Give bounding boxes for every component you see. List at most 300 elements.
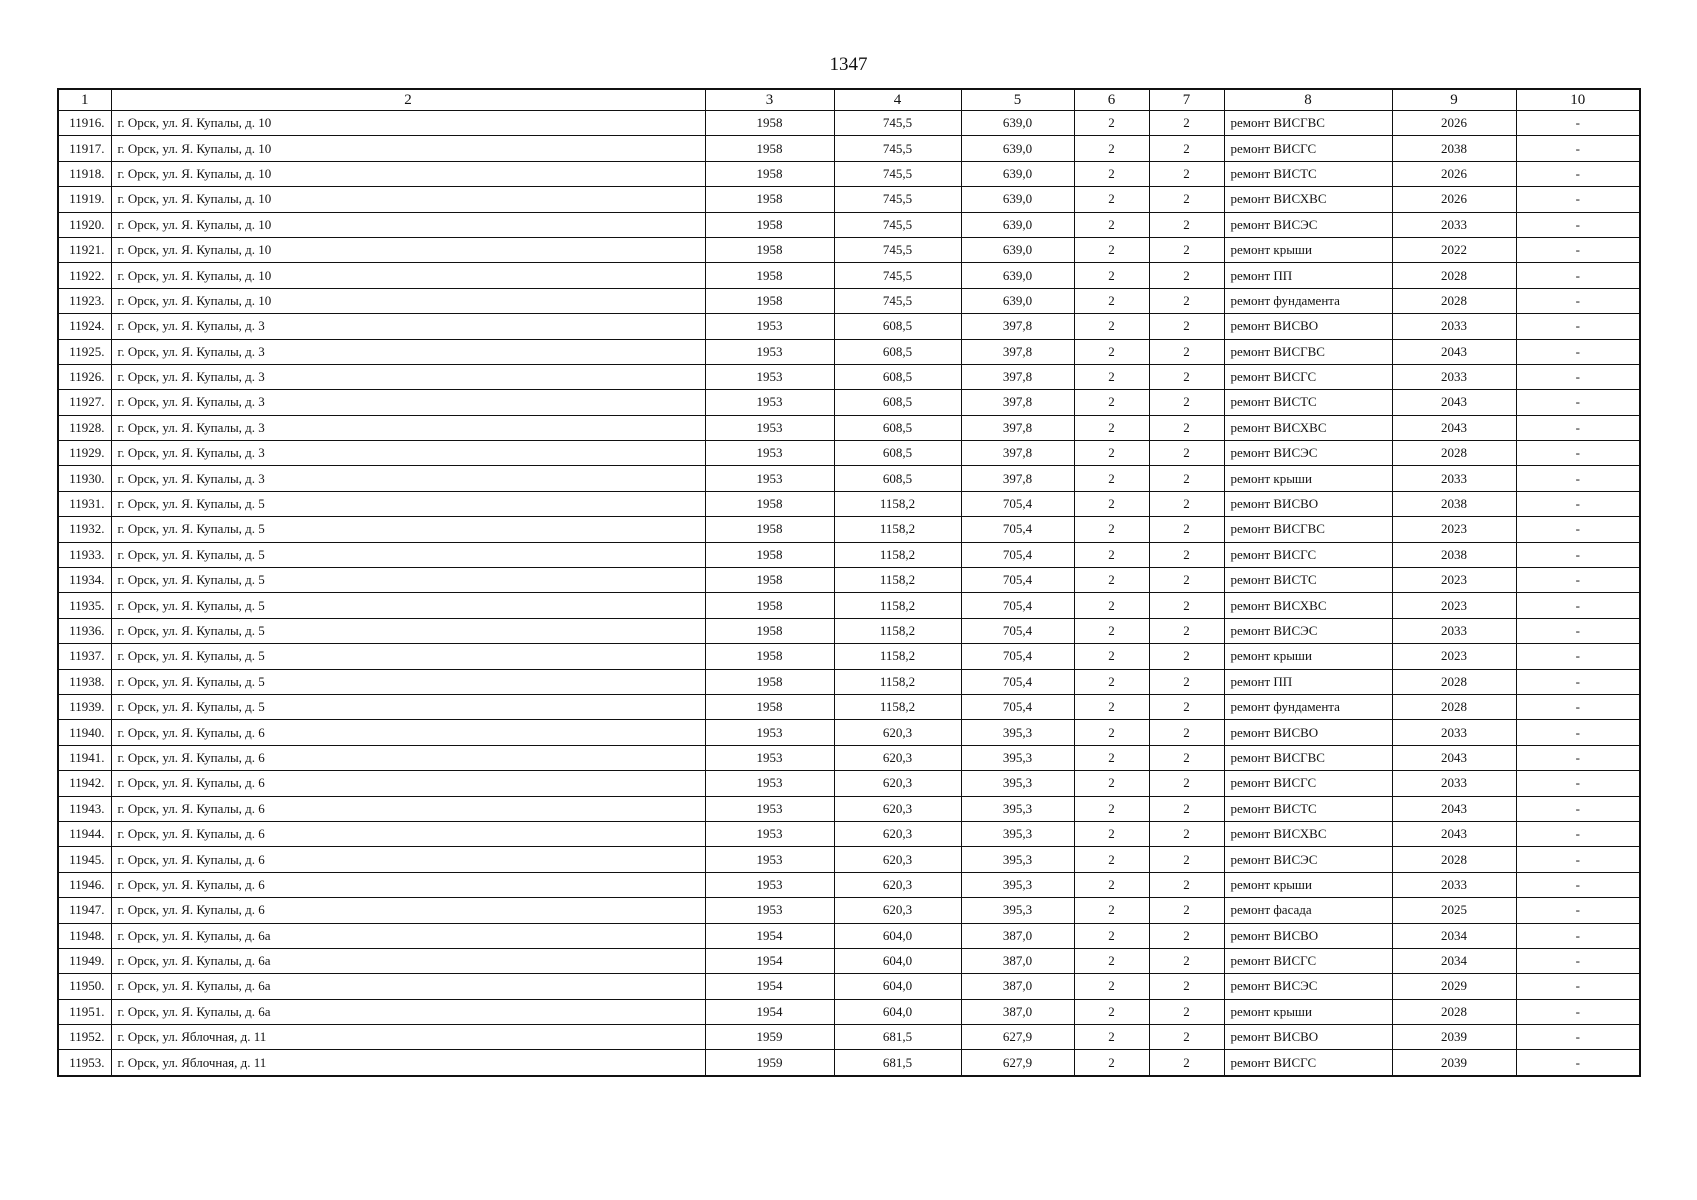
cell-address: г. Орск, ул. Я. Купалы, д. 10 [111, 212, 705, 237]
table-row [58, 720, 1640, 745]
cell-living-area: 395,3 [961, 720, 1074, 745]
cell-note: - [1516, 111, 1640, 136]
cell-row-number: 11927. [58, 390, 111, 415]
cell-floors: 2 [1074, 1050, 1149, 1076]
cell-living-area: 639,0 [961, 237, 1074, 262]
cell-entrances: 2 [1149, 923, 1224, 948]
cell-build-year: 1958 [705, 644, 834, 669]
cell-build-year: 1958 [705, 161, 834, 186]
cell-entrances: 2 [1149, 694, 1224, 719]
cell-total-area: 745,5 [834, 161, 961, 186]
cell-address: г. Орск, ул. Я. Купалы, д. 10 [111, 136, 705, 161]
cell-floors: 2 [1074, 568, 1149, 593]
cell-row-number: 11941. [58, 745, 111, 770]
cell-floors: 2 [1074, 974, 1149, 999]
cell-address: г. Орск, ул. Я. Купалы, д. 3 [111, 339, 705, 364]
table-row [58, 237, 1640, 262]
cell-build-year: 1953 [705, 745, 834, 770]
cell-living-area: 397,8 [961, 339, 1074, 364]
table-row [58, 644, 1640, 669]
cell-row-number: 11924. [58, 314, 111, 339]
cell-row-number: 11947. [58, 898, 111, 923]
cell-build-year: 1953 [705, 364, 834, 389]
cell-address: г. Орск, ул. Я. Купалы, д. 3 [111, 466, 705, 491]
cell-row-number: 11935. [58, 593, 111, 618]
cell-work-type: ремонт ВИСВО [1224, 1025, 1392, 1050]
cell-build-year: 1954 [705, 923, 834, 948]
cell-address: г. Орск, ул. Я. Купалы, д. 10 [111, 237, 705, 262]
cell-planned-year: 2023 [1392, 568, 1516, 593]
table-row [58, 466, 1640, 491]
cell-entrances: 2 [1149, 237, 1224, 262]
cell-total-area: 1158,2 [834, 491, 961, 516]
cell-note: - [1516, 161, 1640, 186]
table-row [58, 263, 1640, 288]
cell-floors: 2 [1074, 771, 1149, 796]
cell-address: г. Орск, ул. Я. Купалы, д. 5 [111, 568, 705, 593]
table-row [58, 288, 1640, 313]
cell-address: г. Орск, ул. Я. Купалы, д. 5 [111, 542, 705, 567]
column-header-2: 2 [111, 89, 705, 111]
cell-living-area: 705,4 [961, 593, 1074, 618]
table-row [58, 415, 1640, 440]
cell-row-number: 11951. [58, 999, 111, 1024]
cell-work-type: ремонт крыши [1224, 872, 1392, 897]
cell-address: г. Орск, ул. Яблочная, д. 11 [111, 1025, 705, 1050]
cell-entrances: 2 [1149, 364, 1224, 389]
cell-floors: 2 [1074, 111, 1149, 136]
cell-floors: 2 [1074, 314, 1149, 339]
cell-floors: 2 [1074, 288, 1149, 313]
cell-work-type: ремонт ВИСЭС [1224, 974, 1392, 999]
cell-note: - [1516, 948, 1640, 973]
column-header-7: 7 [1149, 89, 1224, 111]
cell-row-number: 11919. [58, 187, 111, 212]
cell-note: - [1516, 872, 1640, 897]
cell-floors: 2 [1074, 694, 1149, 719]
cell-work-type: ремонт ПП [1224, 263, 1392, 288]
cell-note: - [1516, 847, 1640, 872]
cell-row-number: 11948. [58, 923, 111, 948]
cell-work-type: ремонт ВИСГС [1224, 948, 1392, 973]
table-header [58, 89, 1640, 111]
cell-entrances: 2 [1149, 441, 1224, 466]
cell-entrances: 2 [1149, 161, 1224, 186]
cell-planned-year: 2028 [1392, 288, 1516, 313]
cell-work-type: ремонт ВИСХВС [1224, 821, 1392, 846]
cell-living-area: 395,3 [961, 771, 1074, 796]
cell-living-area: 705,4 [961, 669, 1074, 694]
cell-living-area: 395,3 [961, 796, 1074, 821]
cell-row-number: 11925. [58, 339, 111, 364]
cell-address: г. Орск, ул. Я. Купалы, д. 3 [111, 364, 705, 389]
cell-floors: 2 [1074, 415, 1149, 440]
cell-total-area: 608,5 [834, 339, 961, 364]
cell-planned-year: 2026 [1392, 161, 1516, 186]
table-row [58, 974, 1640, 999]
cell-address: г. Орск, ул. Я. Купалы, д. 5 [111, 694, 705, 719]
cell-planned-year: 2028 [1392, 694, 1516, 719]
cell-row-number: 11942. [58, 771, 111, 796]
cell-living-area: 397,8 [961, 364, 1074, 389]
cell-living-area: 387,0 [961, 948, 1074, 973]
cell-address: г. Орск, ул. Я. Купалы, д. 6 [111, 898, 705, 923]
cell-total-area: 1158,2 [834, 694, 961, 719]
cell-entrances: 2 [1149, 847, 1224, 872]
cell-entrances: 2 [1149, 593, 1224, 618]
cell-entrances: 2 [1149, 974, 1224, 999]
cell-note: - [1516, 288, 1640, 313]
cell-entrances: 2 [1149, 517, 1224, 542]
cell-total-area: 604,0 [834, 974, 961, 999]
cell-total-area: 745,5 [834, 136, 961, 161]
cell-row-number: 11930. [58, 466, 111, 491]
cell-work-type: ремонт ВИСЭС [1224, 441, 1392, 466]
cell-entrances: 2 [1149, 390, 1224, 415]
cell-build-year: 1958 [705, 694, 834, 719]
cell-floors: 2 [1074, 136, 1149, 161]
cell-address: г. Орск, ул. Я. Купалы, д. 10 [111, 187, 705, 212]
cell-note: - [1516, 669, 1640, 694]
cell-floors: 2 [1074, 821, 1149, 846]
cell-planned-year: 2043 [1392, 821, 1516, 846]
cell-note: - [1516, 720, 1640, 745]
cell-work-type: ремонт ВИСГС [1224, 771, 1392, 796]
table-row [58, 745, 1640, 770]
cell-build-year: 1958 [705, 669, 834, 694]
cell-living-area: 705,4 [961, 491, 1074, 516]
cell-work-type: ремонт ВИСГС [1224, 542, 1392, 567]
cell-living-area: 705,4 [961, 644, 1074, 669]
cell-living-area: 705,4 [961, 618, 1074, 643]
cell-row-number: 11931. [58, 491, 111, 516]
cell-note: - [1516, 796, 1640, 821]
cell-total-area: 608,5 [834, 390, 961, 415]
cell-build-year: 1953 [705, 720, 834, 745]
cell-planned-year: 2026 [1392, 111, 1516, 136]
cell-total-area: 608,5 [834, 364, 961, 389]
cell-row-number: 11916. [58, 111, 111, 136]
cell-total-area: 620,3 [834, 796, 961, 821]
cell-note: - [1516, 1025, 1640, 1050]
cell-work-type: ремонт ВИСВО [1224, 491, 1392, 516]
table-row [58, 491, 1640, 516]
cell-living-area: 397,8 [961, 415, 1074, 440]
cell-note: - [1516, 415, 1640, 440]
column-header-5: 5 [961, 89, 1074, 111]
cell-living-area: 639,0 [961, 136, 1074, 161]
cell-planned-year: 2028 [1392, 441, 1516, 466]
cell-build-year: 1958 [705, 568, 834, 593]
cell-planned-year: 2033 [1392, 618, 1516, 643]
cell-total-area: 745,5 [834, 263, 961, 288]
column-header-1: 1 [58, 89, 111, 111]
cell-work-type: ремонт ВИСТС [1224, 796, 1392, 821]
cell-planned-year: 2038 [1392, 491, 1516, 516]
table-row [58, 161, 1640, 186]
cell-living-area: 639,0 [961, 263, 1074, 288]
column-header-3: 3 [705, 89, 834, 111]
cell-build-year: 1953 [705, 441, 834, 466]
cell-work-type: ремонт ВИСВО [1224, 314, 1392, 339]
cell-work-type: ремонт фундамента [1224, 288, 1392, 313]
cell-work-type: ремонт ВИСХВС [1224, 415, 1392, 440]
cell-address: г. Орск, ул. Я. Купалы, д. 10 [111, 263, 705, 288]
cell-build-year: 1958 [705, 212, 834, 237]
cell-build-year: 1953 [705, 796, 834, 821]
cell-address: г. Орск, ул. Я. Купалы, д. 3 [111, 314, 705, 339]
cell-total-area: 1158,2 [834, 593, 961, 618]
cell-note: - [1516, 136, 1640, 161]
cell-living-area: 397,8 [961, 466, 1074, 491]
column-header-10: 10 [1516, 89, 1640, 111]
cell-work-type: ремонт ВИСГС [1224, 364, 1392, 389]
cell-row-number: 11950. [58, 974, 111, 999]
cell-note: - [1516, 821, 1640, 846]
cell-entrances: 2 [1149, 339, 1224, 364]
cell-note: - [1516, 364, 1640, 389]
cell-work-type: ремонт ВИСГВС [1224, 111, 1392, 136]
cell-address: г. Орск, ул. Я. Купалы, д. 10 [111, 161, 705, 186]
header-row [58, 89, 1640, 111]
cell-note: - [1516, 771, 1640, 796]
cell-note: - [1516, 491, 1640, 516]
cell-work-type: ремонт ВИСВО [1224, 720, 1392, 745]
cell-row-number: 11923. [58, 288, 111, 313]
cell-planned-year: 2028 [1392, 999, 1516, 1024]
cell-work-type: ремонт крыши [1224, 999, 1392, 1024]
cell-entrances: 2 [1149, 720, 1224, 745]
cell-living-area: 639,0 [961, 212, 1074, 237]
cell-floors: 2 [1074, 491, 1149, 516]
cell-note: - [1516, 212, 1640, 237]
cell-total-area: 604,0 [834, 948, 961, 973]
cell-build-year: 1954 [705, 974, 834, 999]
cell-address: г. Орск, ул. Я. Купалы, д. 5 [111, 517, 705, 542]
cell-entrances: 2 [1149, 872, 1224, 897]
table-row [58, 136, 1640, 161]
cell-work-type: ремонт ВИСГВС [1224, 745, 1392, 770]
cell-build-year: 1958 [705, 542, 834, 567]
cell-entrances: 2 [1149, 821, 1224, 846]
cell-entrances: 2 [1149, 111, 1224, 136]
cell-work-type: ремонт крыши [1224, 644, 1392, 669]
cell-living-area: 395,3 [961, 821, 1074, 846]
cell-total-area: 1158,2 [834, 669, 961, 694]
cell-living-area: 397,8 [961, 390, 1074, 415]
cell-living-area: 639,0 [961, 187, 1074, 212]
cell-planned-year: 2029 [1392, 974, 1516, 999]
table-row [58, 568, 1640, 593]
cell-floors: 2 [1074, 745, 1149, 770]
cell-address: г. Орск, ул. Я. Купалы, д. 6 [111, 821, 705, 846]
cell-build-year: 1953 [705, 821, 834, 846]
cell-entrances: 2 [1149, 187, 1224, 212]
cell-work-type: ремонт ВИСЭС [1224, 618, 1392, 643]
cell-work-type: ремонт фасада [1224, 898, 1392, 923]
table-row [58, 1025, 1640, 1050]
cell-floors: 2 [1074, 517, 1149, 542]
cell-entrances: 2 [1149, 745, 1224, 770]
cell-row-number: 11922. [58, 263, 111, 288]
table-row [58, 872, 1640, 897]
cell-build-year: 1953 [705, 339, 834, 364]
cell-total-area: 1158,2 [834, 568, 961, 593]
table-row [58, 542, 1640, 567]
cell-work-type: ремонт ВИСГВС [1224, 517, 1392, 542]
cell-living-area: 397,8 [961, 314, 1074, 339]
cell-build-year: 1958 [705, 517, 834, 542]
cell-total-area: 745,5 [834, 212, 961, 237]
cell-planned-year: 2038 [1392, 542, 1516, 567]
cell-planned-year: 2043 [1392, 796, 1516, 821]
cell-entrances: 2 [1149, 263, 1224, 288]
cell-address: г. Орск, ул. Я. Купалы, д. 6а [111, 999, 705, 1024]
cell-build-year: 1958 [705, 288, 834, 313]
cell-planned-year: 2043 [1392, 339, 1516, 364]
cell-living-area: 639,0 [961, 111, 1074, 136]
cell-planned-year: 2023 [1392, 517, 1516, 542]
cell-total-area: 1158,2 [834, 517, 961, 542]
table-row [58, 314, 1640, 339]
table-row [58, 694, 1640, 719]
cell-address: г. Орск, ул. Я. Купалы, д. 10 [111, 288, 705, 313]
cell-entrances: 2 [1149, 288, 1224, 313]
cell-entrances: 2 [1149, 212, 1224, 237]
cell-entrances: 2 [1149, 644, 1224, 669]
cell-address: г. Орск, ул. Я. Купалы, д. 6 [111, 847, 705, 872]
cell-planned-year: 2034 [1392, 923, 1516, 948]
cell-floors: 2 [1074, 847, 1149, 872]
cell-total-area: 620,3 [834, 821, 961, 846]
cell-note: - [1516, 568, 1640, 593]
cell-row-number: 11918. [58, 161, 111, 186]
cell-planned-year: 2028 [1392, 847, 1516, 872]
cell-total-area: 608,5 [834, 415, 961, 440]
cell-row-number: 11938. [58, 669, 111, 694]
column-header-8: 8 [1224, 89, 1392, 111]
cell-floors: 2 [1074, 263, 1149, 288]
cell-floors: 2 [1074, 796, 1149, 821]
cell-note: - [1516, 237, 1640, 262]
cell-row-number: 11946. [58, 872, 111, 897]
cell-work-type: ремонт ВИСТС [1224, 568, 1392, 593]
table-row [58, 212, 1640, 237]
cell-address: г. Орск, ул. Я. Купалы, д. 5 [111, 618, 705, 643]
cell-work-type: ремонт ВИСВО [1224, 923, 1392, 948]
cell-work-type: ремонт крыши [1224, 237, 1392, 262]
cell-total-area: 620,3 [834, 898, 961, 923]
cell-entrances: 2 [1149, 568, 1224, 593]
cell-floors: 2 [1074, 593, 1149, 618]
cell-note: - [1516, 263, 1640, 288]
cell-row-number: 11926. [58, 364, 111, 389]
cell-entrances: 2 [1149, 466, 1224, 491]
cell-address: г. Орск, ул. Я. Купалы, д. 5 [111, 669, 705, 694]
cell-living-area: 395,3 [961, 745, 1074, 770]
cell-planned-year: 2028 [1392, 669, 1516, 694]
cell-build-year: 1953 [705, 872, 834, 897]
cell-note: - [1516, 1050, 1640, 1076]
table-row [58, 364, 1640, 389]
table-row [58, 517, 1640, 542]
cell-entrances: 2 [1149, 796, 1224, 821]
cell-row-number: 11952. [58, 1025, 111, 1050]
cell-total-area: 620,3 [834, 771, 961, 796]
cell-build-year: 1958 [705, 618, 834, 643]
cell-row-number: 11953. [58, 1050, 111, 1076]
cell-planned-year: 2038 [1392, 136, 1516, 161]
cell-row-number: 11943. [58, 796, 111, 821]
cell-build-year: 1953 [705, 466, 834, 491]
cell-entrances: 2 [1149, 136, 1224, 161]
column-header-6: 6 [1074, 89, 1149, 111]
cell-floors: 2 [1074, 669, 1149, 694]
cell-work-type: ремонт ВИСХВС [1224, 187, 1392, 212]
cell-planned-year: 2023 [1392, 593, 1516, 618]
table-row [58, 923, 1640, 948]
cell-address: г. Орск, ул. Яблочная, д. 11 [111, 1050, 705, 1076]
page-number: 1347 [829, 54, 868, 75]
cell-work-type: ремонт ВИСТС [1224, 161, 1392, 186]
cell-entrances: 2 [1149, 898, 1224, 923]
cell-living-area: 639,0 [961, 288, 1074, 313]
cell-note: - [1516, 187, 1640, 212]
cell-planned-year: 2033 [1392, 314, 1516, 339]
cell-build-year: 1958 [705, 491, 834, 516]
cell-note: - [1516, 542, 1640, 567]
cell-living-area: 705,4 [961, 694, 1074, 719]
cell-planned-year: 2039 [1392, 1050, 1516, 1076]
cell-total-area: 620,3 [834, 847, 961, 872]
cell-work-type: ремонт ВИСЭС [1224, 847, 1392, 872]
cell-note: - [1516, 974, 1640, 999]
cell-row-number: 11932. [58, 517, 111, 542]
cell-floors: 2 [1074, 948, 1149, 973]
cell-address: г. Орск, ул. Я. Купалы, д. 6 [111, 771, 705, 796]
cell-note: - [1516, 694, 1640, 719]
cell-total-area: 745,5 [834, 237, 961, 262]
cell-living-area: 705,4 [961, 568, 1074, 593]
cell-total-area: 620,3 [834, 745, 961, 770]
cell-work-type: ремонт ВИСТС [1224, 390, 1392, 415]
cell-row-number: 11933. [58, 542, 111, 567]
table-row [58, 593, 1640, 618]
table-body [58, 111, 1640, 1076]
cell-address: г. Орск, ул. Я. Купалы, д. 6а [111, 923, 705, 948]
cell-work-type: ремонт фундамента [1224, 694, 1392, 719]
cell-planned-year: 2033 [1392, 466, 1516, 491]
cell-address: г. Орск, ул. Я. Купалы, д. 3 [111, 390, 705, 415]
cell-row-number: 11920. [58, 212, 111, 237]
cell-build-year: 1958 [705, 136, 834, 161]
cell-total-area: 745,5 [834, 288, 961, 313]
cell-entrances: 2 [1149, 948, 1224, 973]
cell-planned-year: 2039 [1392, 1025, 1516, 1050]
cell-living-area: 705,4 [961, 542, 1074, 567]
cell-planned-year: 2028 [1392, 263, 1516, 288]
cell-note: - [1516, 618, 1640, 643]
cell-planned-year: 2026 [1392, 187, 1516, 212]
cell-planned-year: 2033 [1392, 872, 1516, 897]
cell-build-year: 1953 [705, 771, 834, 796]
cell-planned-year: 2043 [1392, 390, 1516, 415]
cell-living-area: 705,4 [961, 517, 1074, 542]
cell-build-year: 1953 [705, 415, 834, 440]
table-row [58, 1050, 1640, 1076]
cell-note: - [1516, 339, 1640, 364]
cell-living-area: 395,3 [961, 872, 1074, 897]
